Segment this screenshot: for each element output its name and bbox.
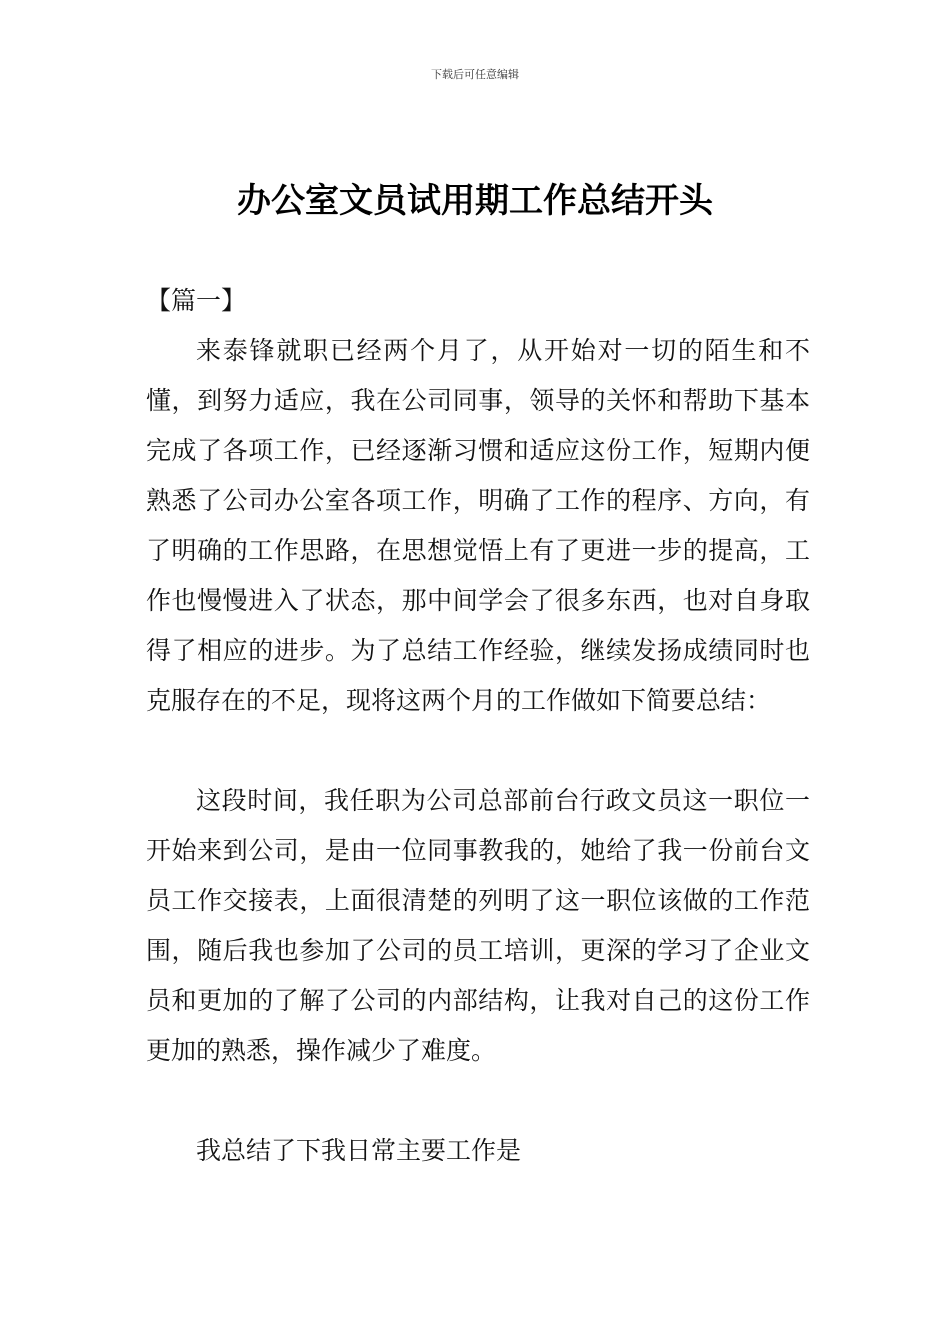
paragraph-spacer [146, 726, 810, 776]
paragraph-3: 我总结了下我日常主要工作是 [196, 1136, 522, 1165]
section-label: 【篇一】 [146, 286, 247, 315]
document-title: 办公室文员试用期工作总结开头 [237, 181, 713, 221]
paragraph-2: 这段时间，我任职为公司总部前台行政文员这一职位一开始来到公司，是由一位同事教我的，她给了我一份前台文员工作交接表，上面很清楚的列明了这一职位该做的工作范围，随后我也参加了公司的员工培训，更深的学习了企业文员和更加的了解了公司的内部结构，让我对自己的这份工作更加的熟悉，操作减少了难度。 [146, 786, 810, 1065]
document-body [146, 276, 810, 1176]
page-header-note: 下载后可任意编辑 [431, 68, 519, 81]
paragraph-spacer [146, 1076, 810, 1126]
paragraph-1: 来泰锋就职已经两个月了，从开始对一切的陌生和不懂，到努力适应，我在公司同事，领导的关怀和帮助下基本完成了各项工作，已经逐渐习惯和适应这份工作，短期内便熟悉了公司办公室各项工作，明确了工作的程序、方向，有了明确的工作思路，在思想觉悟上有了更进一步的提高，工作也慢慢进入了状态，那中间学会了很多东西，也对自身取得了相应的进步。为了总结工作经验，继续发扬成绩同时也克服存在的不足，现将这两个月的工作做如下简要总结： [146, 336, 810, 715]
